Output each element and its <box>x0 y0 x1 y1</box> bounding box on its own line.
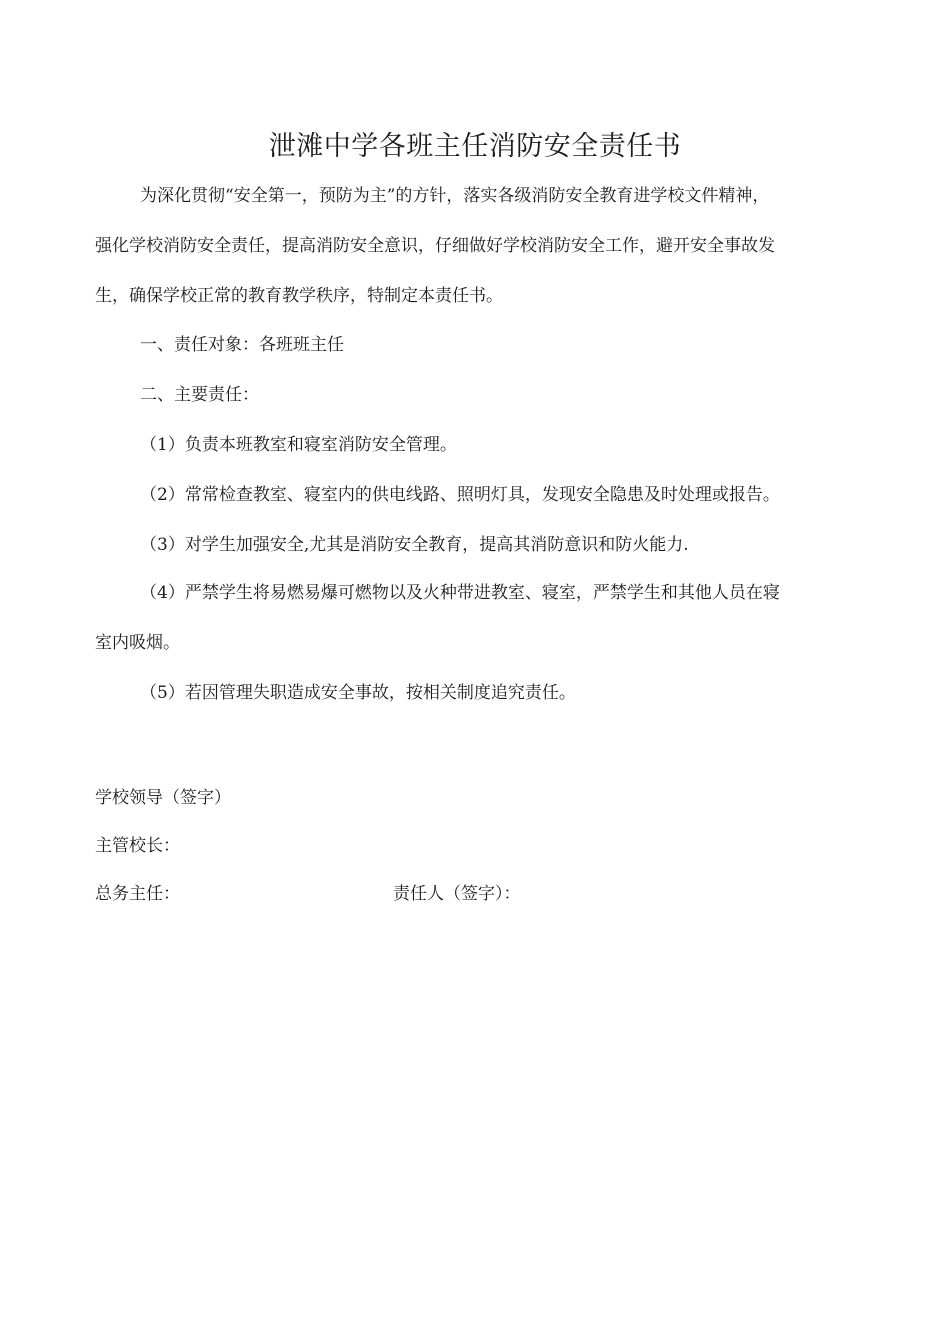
section-responsibility-target: 一、责任对象：各班班主任 <box>140 335 344 355</box>
signature-responsible-person: 责任人（签字）： <box>393 884 521 904</box>
signature-school-leader: 学校领导（签字） <box>95 788 231 808</box>
signature-principal: 主管校长： <box>95 836 180 856</box>
responsibility-item-5: （5）若因管理失职造成安全事故，按相关制度追究责任。 <box>140 683 576 703</box>
intro-line-1: 为深化贯彻“安全第一，预防为主”的方针，落实各级消防安全教育进学校文件精神， <box>140 186 770 206</box>
intro-line-3: 生，确保学校正常的教育教学秩序，特制定本责任书。 <box>95 286 503 306</box>
responsibility-item-3: （3）对学生加强安全,尤其是消防安全教育，提高其消防意识和防火能力. <box>140 535 689 555</box>
intro-line-2: 强化学校消防安全责任，提高消防安全意识，仔细做好学校消防安全工作，避开安全事故发 <box>95 236 775 256</box>
responsibility-item-4-line-1: （4）严禁学生将易燃易爆可燃物以及火种带进教室、寝室，严禁学生和其他人员在寝 <box>140 583 780 603</box>
signature-general-affairs: 总务主任： <box>95 884 180 904</box>
responsibility-item-2: （2）常常检查教室、寝室内的供电线路、照明灯具，发现安全隐患及时处理或报告。 <box>140 485 780 505</box>
responsibility-item-1: （1）负责本班教室和寝室消防安全管理。 <box>140 435 457 455</box>
document-title: 泄滩中学各班主任消防安全责任书 <box>268 131 682 162</box>
section-main-responsibilities: 二、主要责任： <box>140 385 259 405</box>
responsibility-item-4-line-2: 室内吸烟。 <box>95 633 180 653</box>
